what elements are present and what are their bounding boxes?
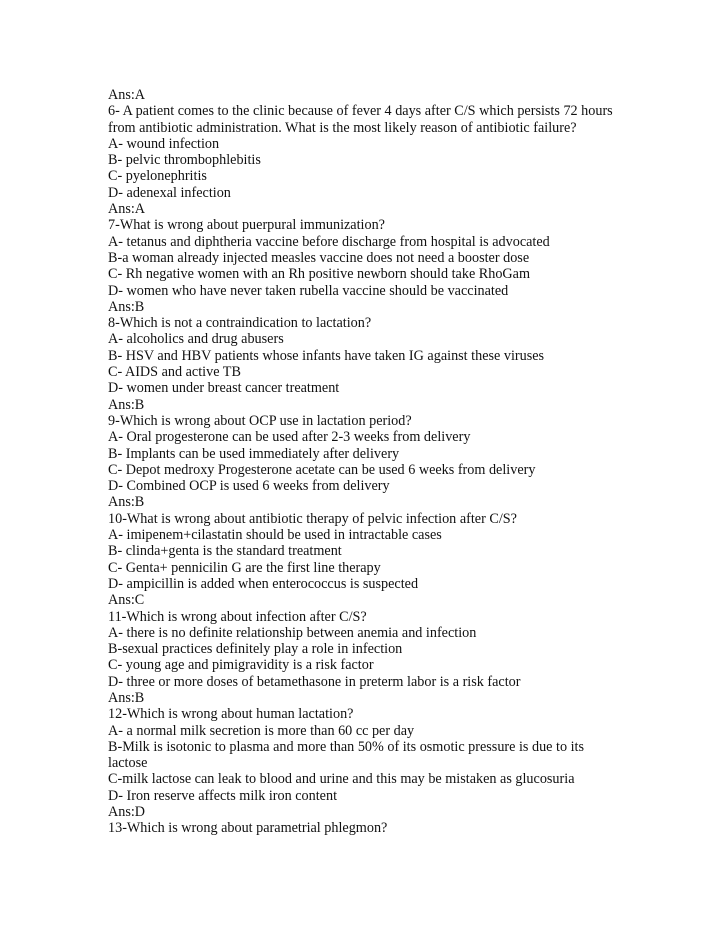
text-line: Ans:B — [108, 689, 145, 706]
text-line: D- adenexal infection — [108, 184, 231, 201]
text-line: from antibiotic administration. What is the most likely reason of antibiotic failure? — [108, 119, 577, 136]
text-line: B-a woman already injected measles vaccine does not need a booster dose — [108, 249, 530, 266]
text-line: C- Genta+ pennicilin G are the first line therapy — [108, 559, 381, 576]
text-line: 6- A patient comes to the clinic because of fever 4 days after C/S which persists 72 hours — [108, 103, 613, 120]
text-line: C- Depot medroxy Progesterone acetate can be used 6 weeks from delivery — [108, 461, 536, 478]
text-line: 8-Which is not a contraindication to lactation? — [108, 315, 372, 332]
text-line: B- pelvic thrombophlebitis — [108, 152, 261, 169]
text-line: D- women under breast cancer treatment — [108, 380, 340, 397]
text-line: D- Combined OCP is used 6 weeks from delivery — [108, 478, 390, 495]
text-line: B-Milk is isotonic to plasma and more than 50% of its osmotic pressure is due to its — [108, 738, 585, 755]
text-line: 10-What is wrong about antibiotic therapy of pelvic infection after C/S? — [108, 510, 517, 527]
text-line: A- there is no definite relationship between anemia and infection — [108, 624, 477, 641]
text-line: D- ampicillin is added when enterococcus is suspected — [108, 575, 419, 592]
text-line: B- HSV and HBV patients whose infants have taken IG against these viruses — [108, 347, 545, 364]
text-line: Ans:B — [108, 396, 145, 413]
text-line: Ans:D — [108, 804, 146, 821]
text-line: Ans:B — [108, 494, 145, 511]
text-line: 12-Which is wrong about human lactation? — [108, 706, 354, 723]
text-line: C-milk lactose can leak to blood and urine and this may be mistaken as glucosuria — [108, 771, 575, 788]
text-line: B- clinda+genta is the standard treatment — [108, 543, 342, 560]
document-text-body — [108, 87, 708, 837]
text-line: D- women who have never taken rubella vaccine should be vaccinated — [108, 282, 509, 299]
text-line: 7-What is wrong about puerpural immunization? — [108, 217, 385, 234]
text-line: C- pyelonephritis — [108, 168, 207, 185]
text-line: A- wound infection — [108, 135, 220, 152]
text-line: 11-Which is wrong about infection after C/S? — [108, 608, 367, 625]
text-line: Ans:A — [108, 201, 146, 218]
text-line: A- alcoholics and drug abusers — [108, 331, 284, 348]
text-line: Ans:C — [108, 592, 145, 609]
text-line: A- Oral progesterone can be used after 2-3 weeks from delivery — [108, 429, 471, 446]
text-line: A- a normal milk secretion is more than 60 cc per day — [108, 722, 415, 739]
text-line: B- Implants can be used immediately after delivery — [108, 445, 400, 462]
text-line: D- Iron reserve affects milk iron content — [108, 787, 338, 804]
text-line: C- Rh negative women with an Rh positive newborn should take RhoGam — [108, 266, 531, 283]
text-line: lactose — [108, 755, 148, 772]
text-line: Ans:B — [108, 298, 145, 315]
text-line: A- tetanus and diphtheria vaccine before discharge from hospital is advocated — [108, 233, 550, 250]
text-line: C- AIDS and active TB — [108, 364, 241, 381]
text-line: 9-Which is wrong about OCP use in lactation period? — [108, 412, 412, 429]
text-line: 13-Which is wrong about parametrial phlegmon? — [108, 820, 388, 837]
text-line: D- three or more doses of betamethasone in preterm labor is a risk factor — [108, 673, 521, 690]
text-line: B-sexual practices definitely play a role in infection — [108, 641, 403, 658]
text-line: A- imipenem+cilastatin should be used in intractable cases — [108, 527, 442, 544]
text-line: Ans:A — [108, 87, 146, 103]
text-line: C- young age and pimigravidity is a risk factor — [108, 657, 374, 674]
